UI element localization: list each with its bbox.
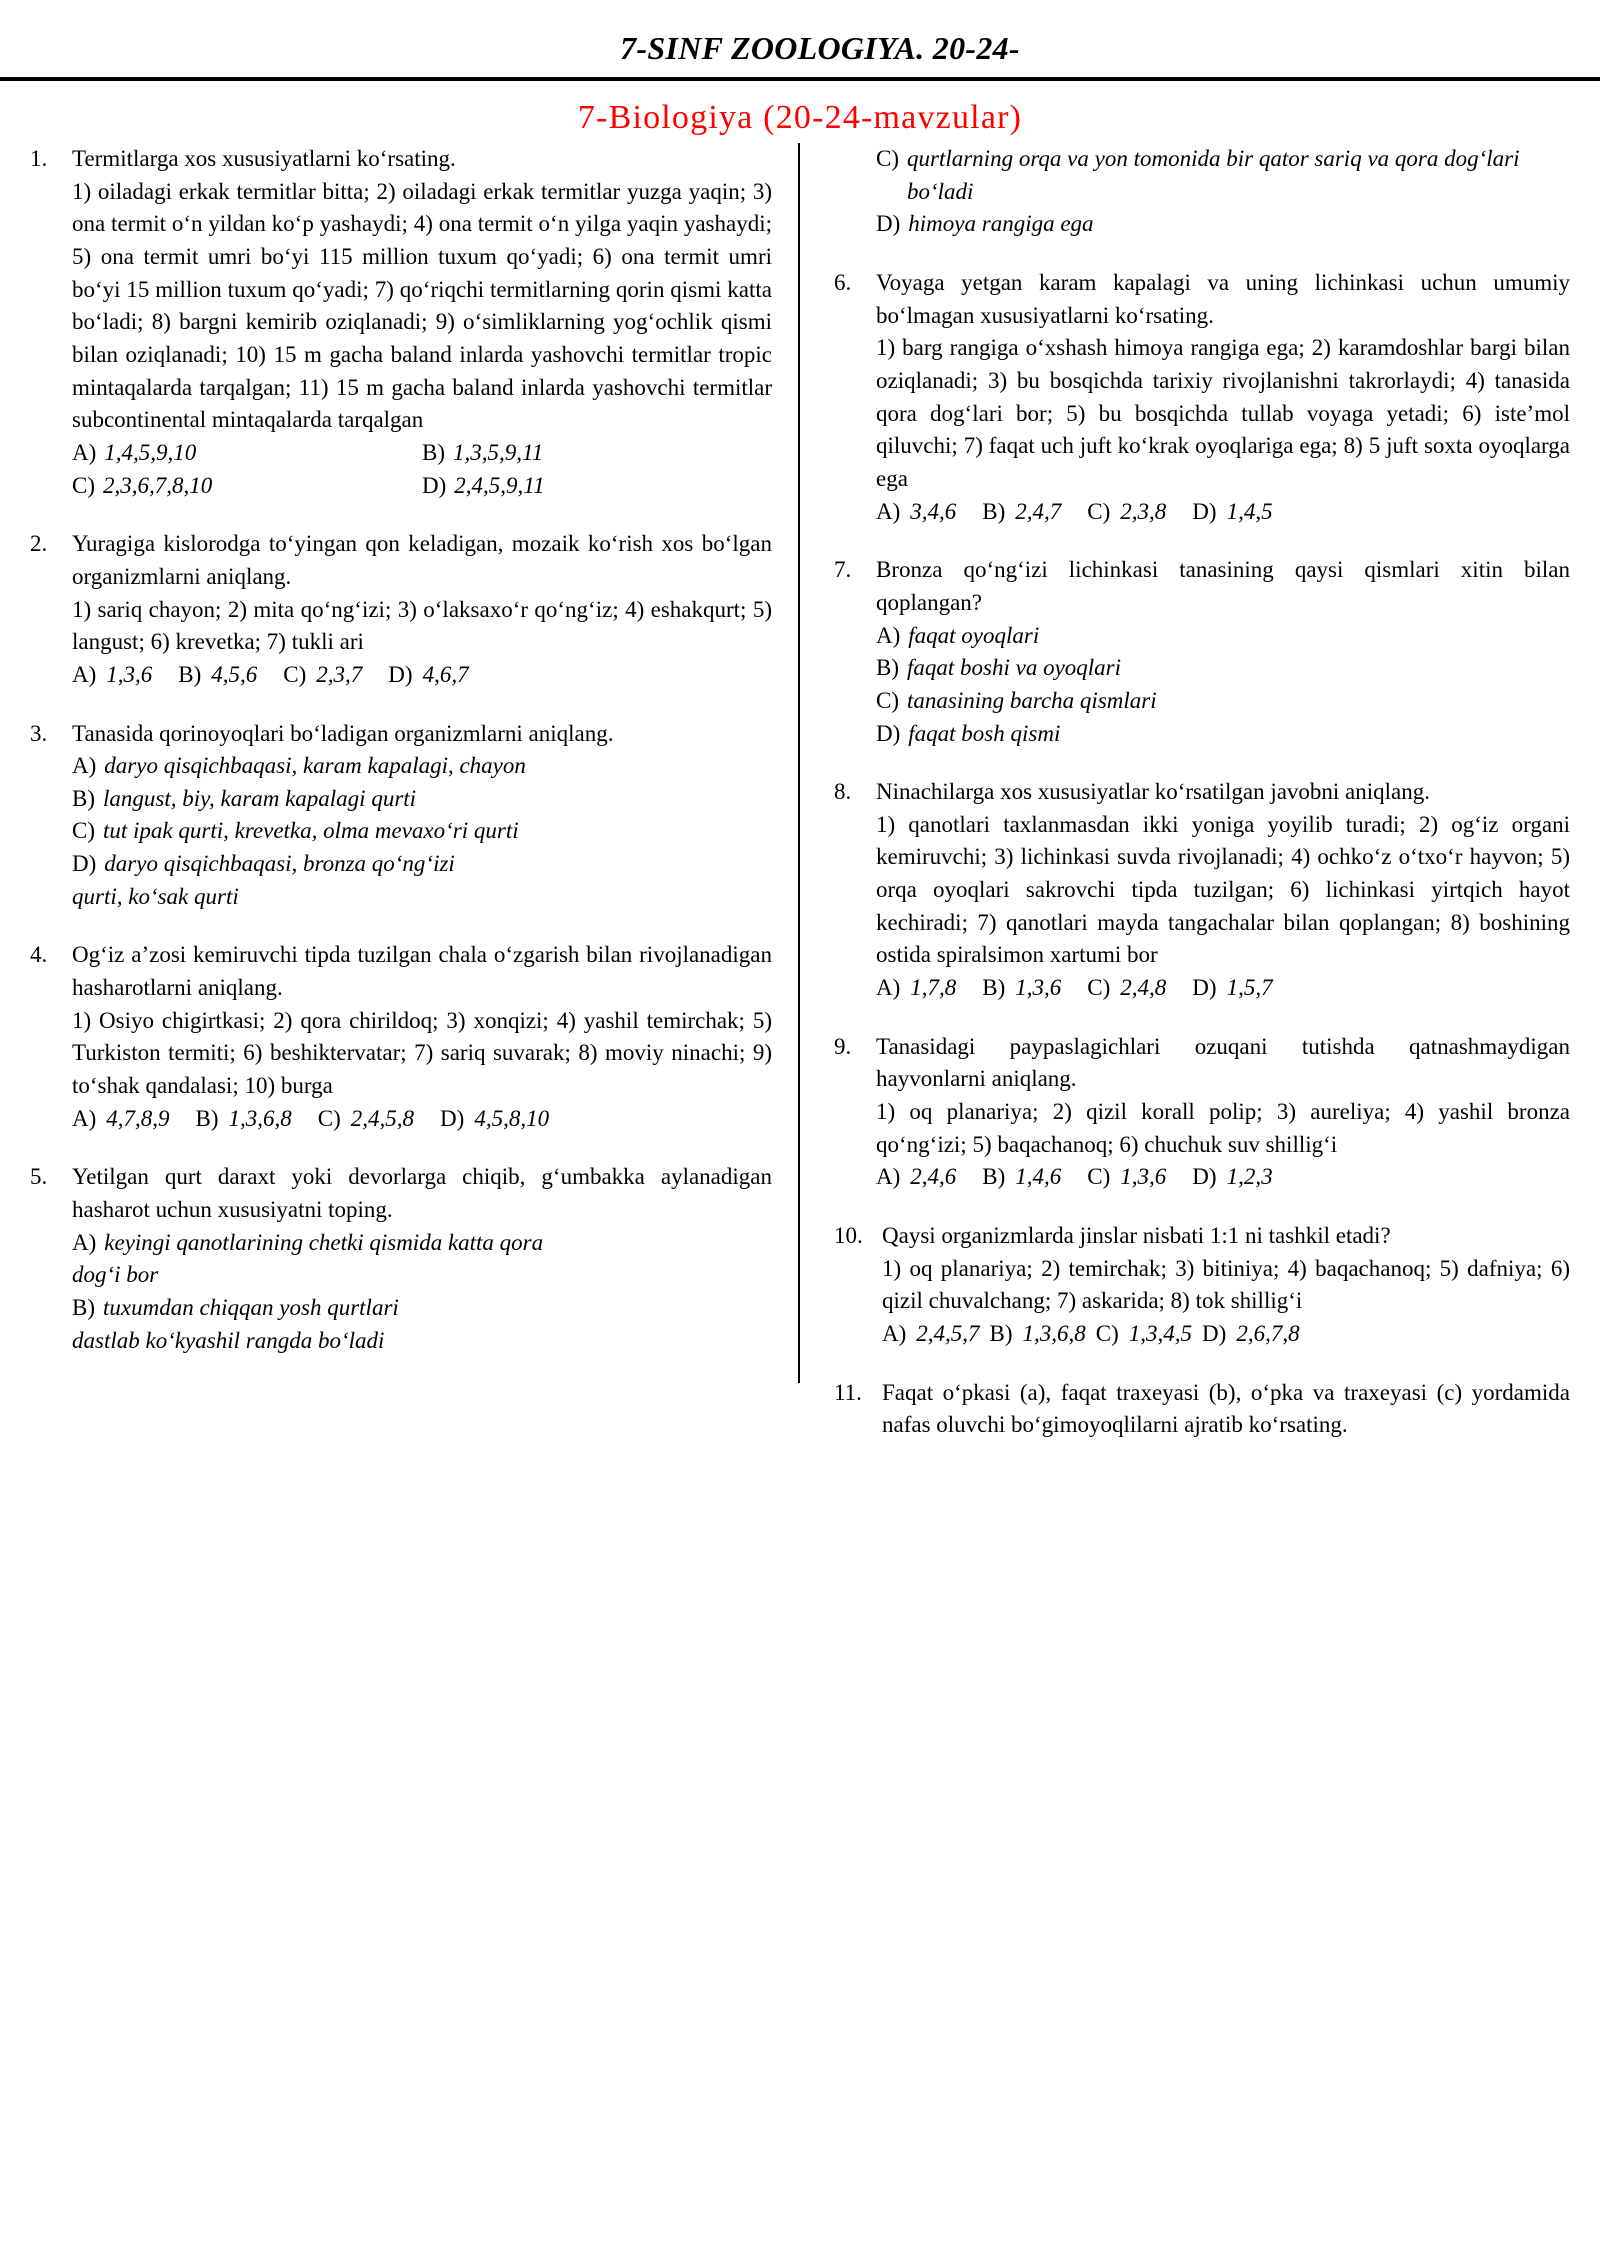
- question-stem: Voyaga yetgan karam kapalagi va uning lichinkasi uchun umumiy bo‘lmagan xususiyatlarni ko‘rsating.: [876, 269, 1570, 328]
- option-a-text: faqat oyoqlari: [908, 622, 1040, 648]
- option-b[interactable]: [72, 783, 772, 816]
- question-stem: Og‘iz a’zosi kemiruvchi tipda tuzilgan chala o‘zgarish bilan rivojlanadigan hasharotlarni aniqlang.: [72, 942, 772, 1001]
- option-a-letter: A): [876, 1164, 901, 1190]
- option-c-text[interactable]: 2,3,7: [316, 661, 363, 687]
- option-a-text[interactable]: 2,4,6: [910, 1164, 957, 1190]
- option-b-letter: B): [72, 785, 95, 811]
- option-c-letter: C): [876, 687, 899, 713]
- option-d-letter: D): [1202, 1321, 1227, 1346]
- question-number: 2.: [30, 531, 48, 557]
- option-d-text: himoya rangiga ega: [908, 211, 1094, 237]
- option-d-letter: D): [1192, 1164, 1217, 1190]
- option-c[interactable]: [876, 685, 1570, 718]
- question-choices-list: 1) sariq chayon; 2) mita qo‘ng‘izi; 3) o‘laksaxo‘r qo‘ng‘iz; 4) eshakqurt; 5) langust; 6) krevetka; 7) tukli ari: [72, 596, 772, 655]
- question-number: 7.: [834, 557, 852, 583]
- question-number: 6.: [834, 269, 852, 295]
- question-choices-list: 1) oq planariya; 2) temirchak; 3) bitiniya; 4) baqachanoq; 5) dafniya; 6) qizil chuvalchang; 7) askarida; 8) tok shillig‘i: [882, 1255, 1570, 1314]
- option-a[interactable]: [72, 1227, 772, 1260]
- option-a-letter: A): [876, 498, 901, 524]
- option-d-text[interactable]: 4,5,8,10: [474, 1105, 550, 1131]
- option-b-letter: B): [982, 1164, 1006, 1190]
- question-number: 3.: [30, 720, 48, 746]
- option-b[interactable]: [422, 437, 772, 470]
- question-8: [834, 776, 1570, 1005]
- option-d[interactable]: [422, 470, 772, 503]
- option-d-text[interactable]: 1,5,7: [1226, 975, 1273, 1001]
- option-a-text[interactable]: 2,4,5,7: [916, 1321, 980, 1346]
- option-a[interactable]: [72, 750, 772, 783]
- option-a-letter: A): [72, 1229, 97, 1255]
- option-row: [72, 1103, 772, 1136]
- option-d-letter: D): [876, 211, 901, 237]
- question-number: 4.: [30, 942, 48, 968]
- question-stem: Tanasidagi paypaslagichlari ozuqani tutishda qatnashmaydigan hayvonlarni aniqlang.: [876, 1033, 1570, 1092]
- option-b-text[interactable]: 1,3,6,8: [228, 1105, 292, 1131]
- option-d-letter: D): [422, 472, 447, 498]
- option-b-text: faqat boshi va oyoqlari: [907, 655, 1122, 681]
- question-stem: Tanasida qorinoyoqlari bo‘ladigan organizmlarni aniqlang.: [72, 720, 614, 746]
- question-number: 8.: [834, 779, 852, 805]
- question-1: [30, 143, 772, 502]
- question-5-continued: [834, 143, 1570, 241]
- option-d-letter: D): [876, 720, 901, 746]
- option-a-text: 1,4,5,9,10: [104, 439, 197, 465]
- option-b-text[interactable]: 2,4,7: [1015, 498, 1062, 524]
- option-row: [876, 496, 1570, 529]
- option-c-text: qurtlarning orqa va yon tomonida bir qator sariq va qora dog‘lari bo‘ladi: [907, 146, 1520, 204]
- option-a-text[interactable]: 4,7,8,9: [106, 1105, 170, 1131]
- option-c-letter: C): [1095, 1321, 1119, 1346]
- option-b-letter: B): [178, 661, 202, 687]
- option-c-text: tut ipak qurti, krevetka, olma mevaxo‘ri qurti: [103, 818, 519, 844]
- option-d-continuation: qurti, ko‘sak qurti: [72, 883, 239, 909]
- option-c-letter: C): [876, 146, 899, 171]
- option-c-text: 2,3,6,7,8,10: [103, 472, 213, 498]
- option-b[interactable]: [72, 1292, 772, 1325]
- question-choices-list: 1) barg rangiga o‘xshash himoya rangiga ega; 2) karamdoshlar bargi bilan oziqlanadi; 3) bu bosqichda tarixiy rivojlanishni takrorlaydi; 4) tanasida qora dog‘lari bor; 5) bu bosqichda tullab voyaga yetadi; 6) iste’mol qiluvchi; 7) faqat uch juft ko‘krak oyoqlariga ega; 8) 5 juft soxta oyoqlarga ega: [876, 335, 1570, 491]
- option-c-text[interactable]: 2,4,8: [1120, 975, 1167, 1001]
- question-choices-list: 1) qanotlari taxlanmasdan ikki yoniga yoyilib turadi; 2) og‘iz organi kemiruvchi; 3) lichinkasi suvda rivojlanadi; 4) ochko‘z o‘txo‘r hayvon; 5) orqa oyoqlari sakrovchi tipda tuzilgan; 6) lichinkasi yirtqich hayot kechiradi; 7) qanotlari mayda tangachalar bilan qoplangan; 8) boshining ostida spiralsimon xartumi bor: [876, 811, 1570, 968]
- two-column-body: [0, 143, 1600, 1468]
- question-number: 1.: [30, 146, 48, 171]
- option-b-text[interactable]: 1,3,6: [1015, 975, 1062, 1001]
- option-b-text[interactable]: 4,5,6: [211, 661, 258, 687]
- option-c-letter: C): [72, 818, 95, 844]
- question-stem: Yuragiga kislorodga to‘yingan qon keladigan, mozaik ko‘rish xos bo‘lgan organizmlarni aniqlang.: [72, 531, 772, 589]
- option-c-letter: C): [283, 661, 307, 687]
- option-b-letter: B): [195, 1105, 219, 1131]
- option-d-text[interactable]: 1,4,5: [1226, 498, 1273, 524]
- question-number: 11.: [834, 1379, 862, 1405]
- option-a-letter: A): [72, 661, 97, 687]
- question-7: [834, 554, 1570, 750]
- option-b-text[interactable]: 1,4,6: [1015, 1164, 1062, 1190]
- option-b[interactable]: [876, 652, 1570, 685]
- option-b-letter: B): [422, 439, 445, 465]
- option-b-continuation: dastlab ko‘kyashil rangda bo‘ladi: [72, 1327, 385, 1353]
- question-3: [30, 718, 772, 914]
- question-9: [834, 1031, 1570, 1194]
- question-choices-list: 1) oq planariya; 2) qizil korall polip; 3) aureliya; 4) yashil bronza qo‘ng‘izi; 5) baqachanoq; 6) chuchuk suv shillig‘i: [876, 1099, 1570, 1157]
- question-6: [834, 267, 1570, 528]
- option-c[interactable]: [72, 815, 772, 848]
- option-d-letter: D): [72, 851, 97, 877]
- option-a-letter: A): [876, 975, 901, 1001]
- option-d-text[interactable]: 2,6,7,8: [1236, 1321, 1300, 1346]
- running-title: 7-SINF ZOOLOGIYA. 20-24-: [620, 30, 1020, 66]
- option-d-text: faqat bosh qismi: [908, 720, 1061, 746]
- option-c-text[interactable]: 1,3,4,5: [1128, 1321, 1193, 1346]
- option-a-text[interactable]: 3,4,6: [910, 498, 957, 524]
- option-a-text: daryo qisqichbaqasi, karam kapalagi, chayon: [104, 753, 526, 779]
- question-stem: Faqat o‘pkasi (a), faqat traxeyasi (b), o‘pka va traxeyasi (c) yordamida nafas oluvchi bo‘gimoyoqlilarni ajratib ko‘rsating.: [882, 1379, 1570, 1438]
- option-a-letter: A): [72, 1105, 97, 1131]
- option-d-letter: D): [1192, 975, 1217, 1001]
- option-b-letter: B): [876, 655, 899, 681]
- question-stem: Qaysi organizmlarda jinslar nisbati 1:1 ni tashkil etadi?: [882, 1223, 1391, 1249]
- option-d-text[interactable]: 4,6,7: [422, 661, 469, 687]
- option-a-letter: A): [72, 753, 97, 779]
- option-d-text[interactable]: 1,2,3: [1226, 1164, 1273, 1190]
- option-c-letter: C): [1087, 498, 1111, 524]
- option-d[interactable]: [876, 718, 1570, 751]
- question-number: 5.: [30, 1164, 48, 1190]
- option-c-text: tanasining barcha qismlari: [907, 687, 1157, 713]
- question-choices-list: 1) Osiyo chigirtkasi; 2) qora chirildoq; 3) xonqizi; 4) yashil temirchak; 5) Turkiston termiti; 6) beshiktervatar; 7) sariq suvarak; 8) moviy ninachi; 9) to‘shak qandalasi; 10) burga: [72, 1007, 772, 1099]
- option-a-text[interactable]: 1,3,6: [106, 661, 153, 687]
- option-d-text: 2,4,5,9,11: [454, 472, 545, 498]
- option-a[interactable]: [72, 437, 422, 470]
- option-b-text: 1,3,5,9,11: [453, 439, 544, 465]
- page-header: [0, 0, 1600, 89]
- option-d[interactable]: [72, 848, 772, 881]
- option-c-text[interactable]: 1,3,6: [1120, 1164, 1167, 1190]
- option-c-text[interactable]: 2,3,8: [1120, 498, 1167, 524]
- question-stem: Bronza qo‘ng‘izi lichinkasi tanasining qaysi qismlari xitin bilan qoplangan?: [876, 557, 1570, 615]
- option-d-text: daryo qisqichbaqasi, bronza qo‘ng‘izi: [104, 851, 455, 877]
- option-a-letter: A): [876, 622, 901, 648]
- option-d-letter: D): [1192, 498, 1217, 524]
- spacer: [834, 143, 876, 241]
- right-column: [800, 143, 1570, 1468]
- option-d-letter: D): [440, 1105, 465, 1131]
- option-c-letter: C): [1087, 975, 1111, 1001]
- option-b-text: langust, biy, karam kapalagi qurti: [103, 785, 417, 811]
- header-divider: [0, 77, 1600, 81]
- option-c-letter: C): [72, 472, 95, 498]
- option-c[interactable]: [876, 143, 1570, 208]
- option-d-letter: D): [388, 661, 413, 687]
- option-c[interactable]: [72, 470, 422, 503]
- option-b-letter: B): [982, 975, 1006, 1001]
- page-title: 7-Biologiya (20-24-mavzular): [577, 99, 1023, 136]
- option-b-letter: B): [72, 1295, 95, 1320]
- option-row: [876, 1161, 1570, 1194]
- question-2: [30, 528, 772, 691]
- option-row: [882, 1318, 1570, 1351]
- option-c-letter: C): [317, 1105, 341, 1131]
- option-a-text[interactable]: 1,7,8: [910, 975, 957, 1001]
- question-choices-list: 1) oiladagi erkak termitlar bitta; 2) oiladagi erkak termitlar yuzga yaqin; 3) ona termit o‘n yildan ko‘p yashaydi; 4) ona termit o‘n yilga yaqin yashaydi; 5) ona termit umri bo‘yi 115 million tuxum qo‘yadi; 6) ona termit umri bo‘yi 15 million tuxum qo‘yadi; 7) qo‘riqchi termitlarning qorin qismi katta bo‘ladi; 8) bargni kemirib oziqlanadi; 9) o‘simliklarning yog‘ochlik qismi bilan oziqlanadi; 10) 15 m gacha baland inlarda yashovchi termitlar tropic mintaqalarda tarqalgan; 11) 15 m gacha baland inlarda yashovchi termitlar subcontinental mintaqalarda tarqalgan: [72, 178, 772, 433]
- option-c-text[interactable]: 2,4,5,8: [350, 1105, 415, 1131]
- option-d[interactable]: [876, 208, 1570, 241]
- option-a-letter: A): [72, 439, 97, 465]
- option-row: [876, 972, 1570, 1005]
- option-a-continuation: dog‘i bor: [72, 1262, 159, 1288]
- question-stem: Termitlarga xos xususiyatlarni ko‘rsating.: [72, 146, 456, 171]
- question-stem: Yetilgan qurt daraxt yoki devorlarga chiqib, g‘umbakka aylanadigan hasharot uchun xususiyatni toping.: [72, 1164, 772, 1223]
- option-c-letter: C): [1087, 1164, 1111, 1190]
- option-b-text[interactable]: 1,3,6,8: [1022, 1321, 1086, 1346]
- option-a-text: keyingi qanotlarining chetki qismida katta qora: [104, 1229, 544, 1255]
- option-b-letter: B): [982, 498, 1006, 524]
- option-a[interactable]: [876, 620, 1570, 653]
- question-11: [834, 1377, 1570, 1442]
- question-stem: Ninachilarga xos xususiyatlar ko‘rsatilgan javobni aniqlang.: [876, 779, 1430, 805]
- option-a-letter: A): [882, 1321, 907, 1346]
- option-row: [72, 659, 772, 692]
- question-number: 9.: [834, 1033, 852, 1059]
- left-column: [30, 143, 800, 1383]
- question-number: 10.: [834, 1223, 863, 1249]
- question-4: [30, 939, 772, 1135]
- question-10: [834, 1220, 1570, 1351]
- question-5: [30, 1161, 772, 1357]
- option-b-text: tuxumdan chiqqan yosh qurtlari: [103, 1295, 399, 1320]
- option-b-letter: B): [989, 1321, 1013, 1346]
